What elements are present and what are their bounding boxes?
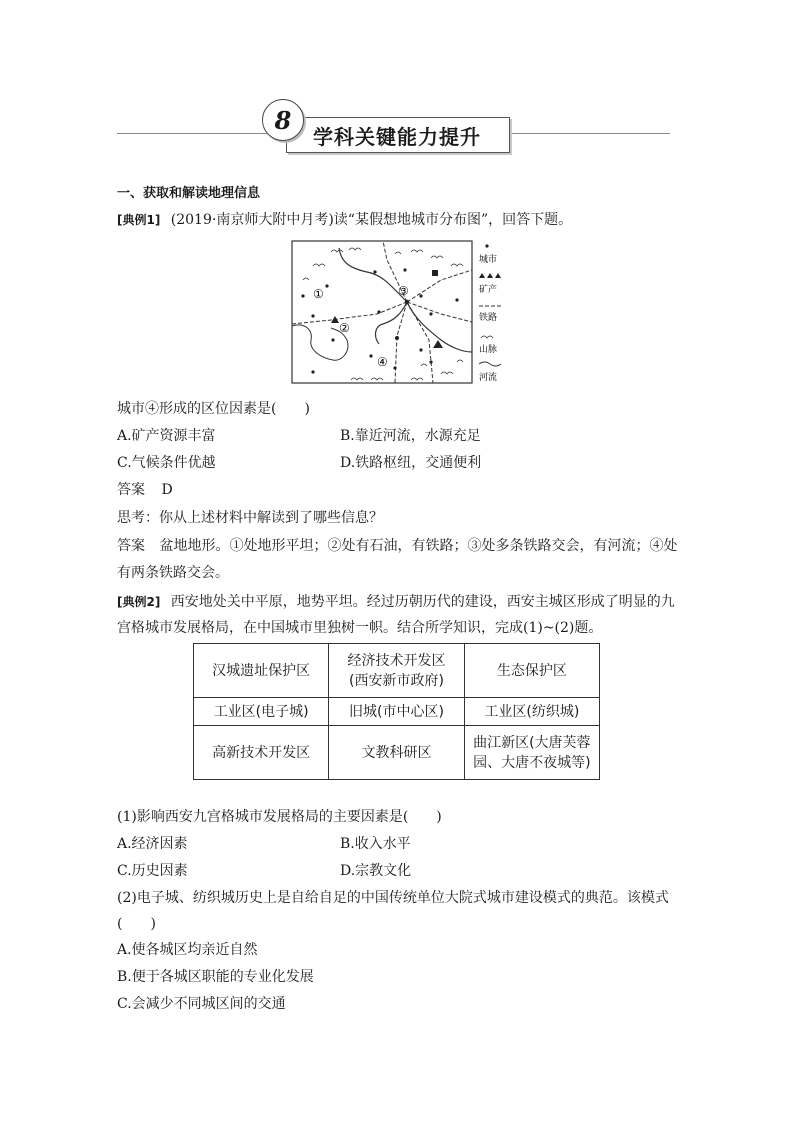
example1-option-d: D.铁路枢纽，交通便利 (340, 455, 482, 471)
xian-grid-table (193, 643, 600, 780)
cell-line: 园、大唐不夜城等) (473, 754, 591, 771)
legend-city-symbol (485, 244, 488, 247)
legend-river: 河流 (479, 373, 498, 383)
example1-option-a: A.矿产资源丰富 (117, 428, 216, 444)
table-row (194, 644, 600, 698)
region-label-2: ② (339, 321, 350, 335)
legend-city: 城市 (479, 255, 498, 265)
region-label-4: ④ (377, 355, 388, 369)
table-cell: 工业区(电子城) (194, 698, 329, 726)
example1-intro (117, 210, 572, 230)
table-cell: 生态保护区 (464, 644, 599, 698)
q2-option-c: C.会减少不同城区间的交通 (117, 996, 286, 1012)
think-question: 思考：你从上述材料中解读到了哪些信息？ (117, 510, 383, 526)
table-row (194, 698, 600, 726)
q2-option-a: A.使各城区均亲近自然 (117, 942, 258, 958)
example1-option-c: C.气候条件优越 (117, 455, 216, 471)
table-cell: 汉城遗址保护区 (194, 644, 329, 698)
example2-tag: [典例2] (117, 595, 161, 609)
q1-option-b: B.收入水平 (340, 836, 411, 852)
example2-intro-text: 西安地处关中平原，地势平坦。经过历朝历代的建设，西安主城区形成了明显的九 (170, 594, 675, 610)
section-title-box (286, 117, 510, 153)
city-distribution-map (291, 240, 503, 390)
table-cell (464, 726, 599, 780)
page-title: 学科关键能力提升 (313, 124, 481, 149)
legend-mountain: 山脉 (479, 345, 498, 355)
question-1: (1)影响西安九宫格城市发展格局的主要因素是( ) (117, 809, 442, 825)
legend-railway: 铁路 (479, 313, 498, 323)
example1-tag: [典例1] (117, 213, 161, 227)
table-cell: 旧城(市中心区) (329, 698, 464, 726)
answer-value: D (161, 482, 173, 498)
q1-option-a: A.经济因素 (117, 836, 188, 852)
q1-option-d: D.宗教文化 (340, 863, 412, 879)
chapter-number-badge: 8 (262, 99, 304, 141)
cell-line: 曲江新区(大唐芙蓉 (473, 734, 591, 751)
region-label-1: ① (313, 287, 324, 301)
example2-intro-line-2: 宫格城市发展格局，在中国城市里独树一帜。结合所学知识，完成(1)~(2)题。 (117, 620, 603, 636)
cell-line: 经济技术开发区 (347, 652, 446, 669)
section-heading: 一、获取和解读地理信息 (117, 186, 261, 201)
cell-line: (西安新市政府) (349, 672, 444, 689)
question-2-line-2: ( ) (117, 916, 156, 932)
example1-intro-text: (2019·南京师大附中月考)读“某假想地城市分布图”，回答下题。 (170, 212, 573, 228)
table-cell: 高新技术开发区 (194, 726, 329, 780)
legend-mountain-symbol (481, 336, 493, 338)
question-2-line-1: (2)电子城、纺织城历史上是自给自足的中国传统单位大院式城市建设模式的典范。该模式 (117, 890, 669, 906)
header-rule-right (510, 133, 670, 134)
header-rule-left (117, 133, 267, 134)
table-cell (329, 644, 464, 698)
think-answer-line-2: 有两条铁路交会。 (117, 565, 229, 581)
legend-river-symbol (479, 362, 501, 366)
mineral-square (432, 270, 438, 276)
q2-option-b: B.便于各城区职能的专业化发展 (117, 969, 314, 985)
q1-option-c: C.历史因素 (117, 863, 188, 879)
example2-intro-line-1 (117, 592, 675, 612)
think-answer-label: 答案 (117, 538, 145, 554)
legend-mineral: 矿产 (479, 285, 498, 295)
example1-option-b: B.靠近河流，水源充足 (340, 428, 481, 444)
example1-question: 城市④形成的区位因素是( ) (117, 401, 310, 417)
region-label-3: ③ (398, 284, 409, 298)
answer-label: 答案 (117, 482, 145, 498)
legend-mineral-symbol (479, 273, 485, 278)
think-answer-text: 盆地地形。①处地形平坦；②处有石油，有铁路；③处多条铁路交会，有河流；④处 (159, 538, 678, 554)
table-cell: 文教科研区 (329, 726, 464, 780)
table-cell: 工业区(纺织城) (464, 698, 599, 726)
think-answer-line-1 (117, 536, 677, 556)
table-row (194, 726, 600, 780)
example1-answer (117, 480, 173, 500)
